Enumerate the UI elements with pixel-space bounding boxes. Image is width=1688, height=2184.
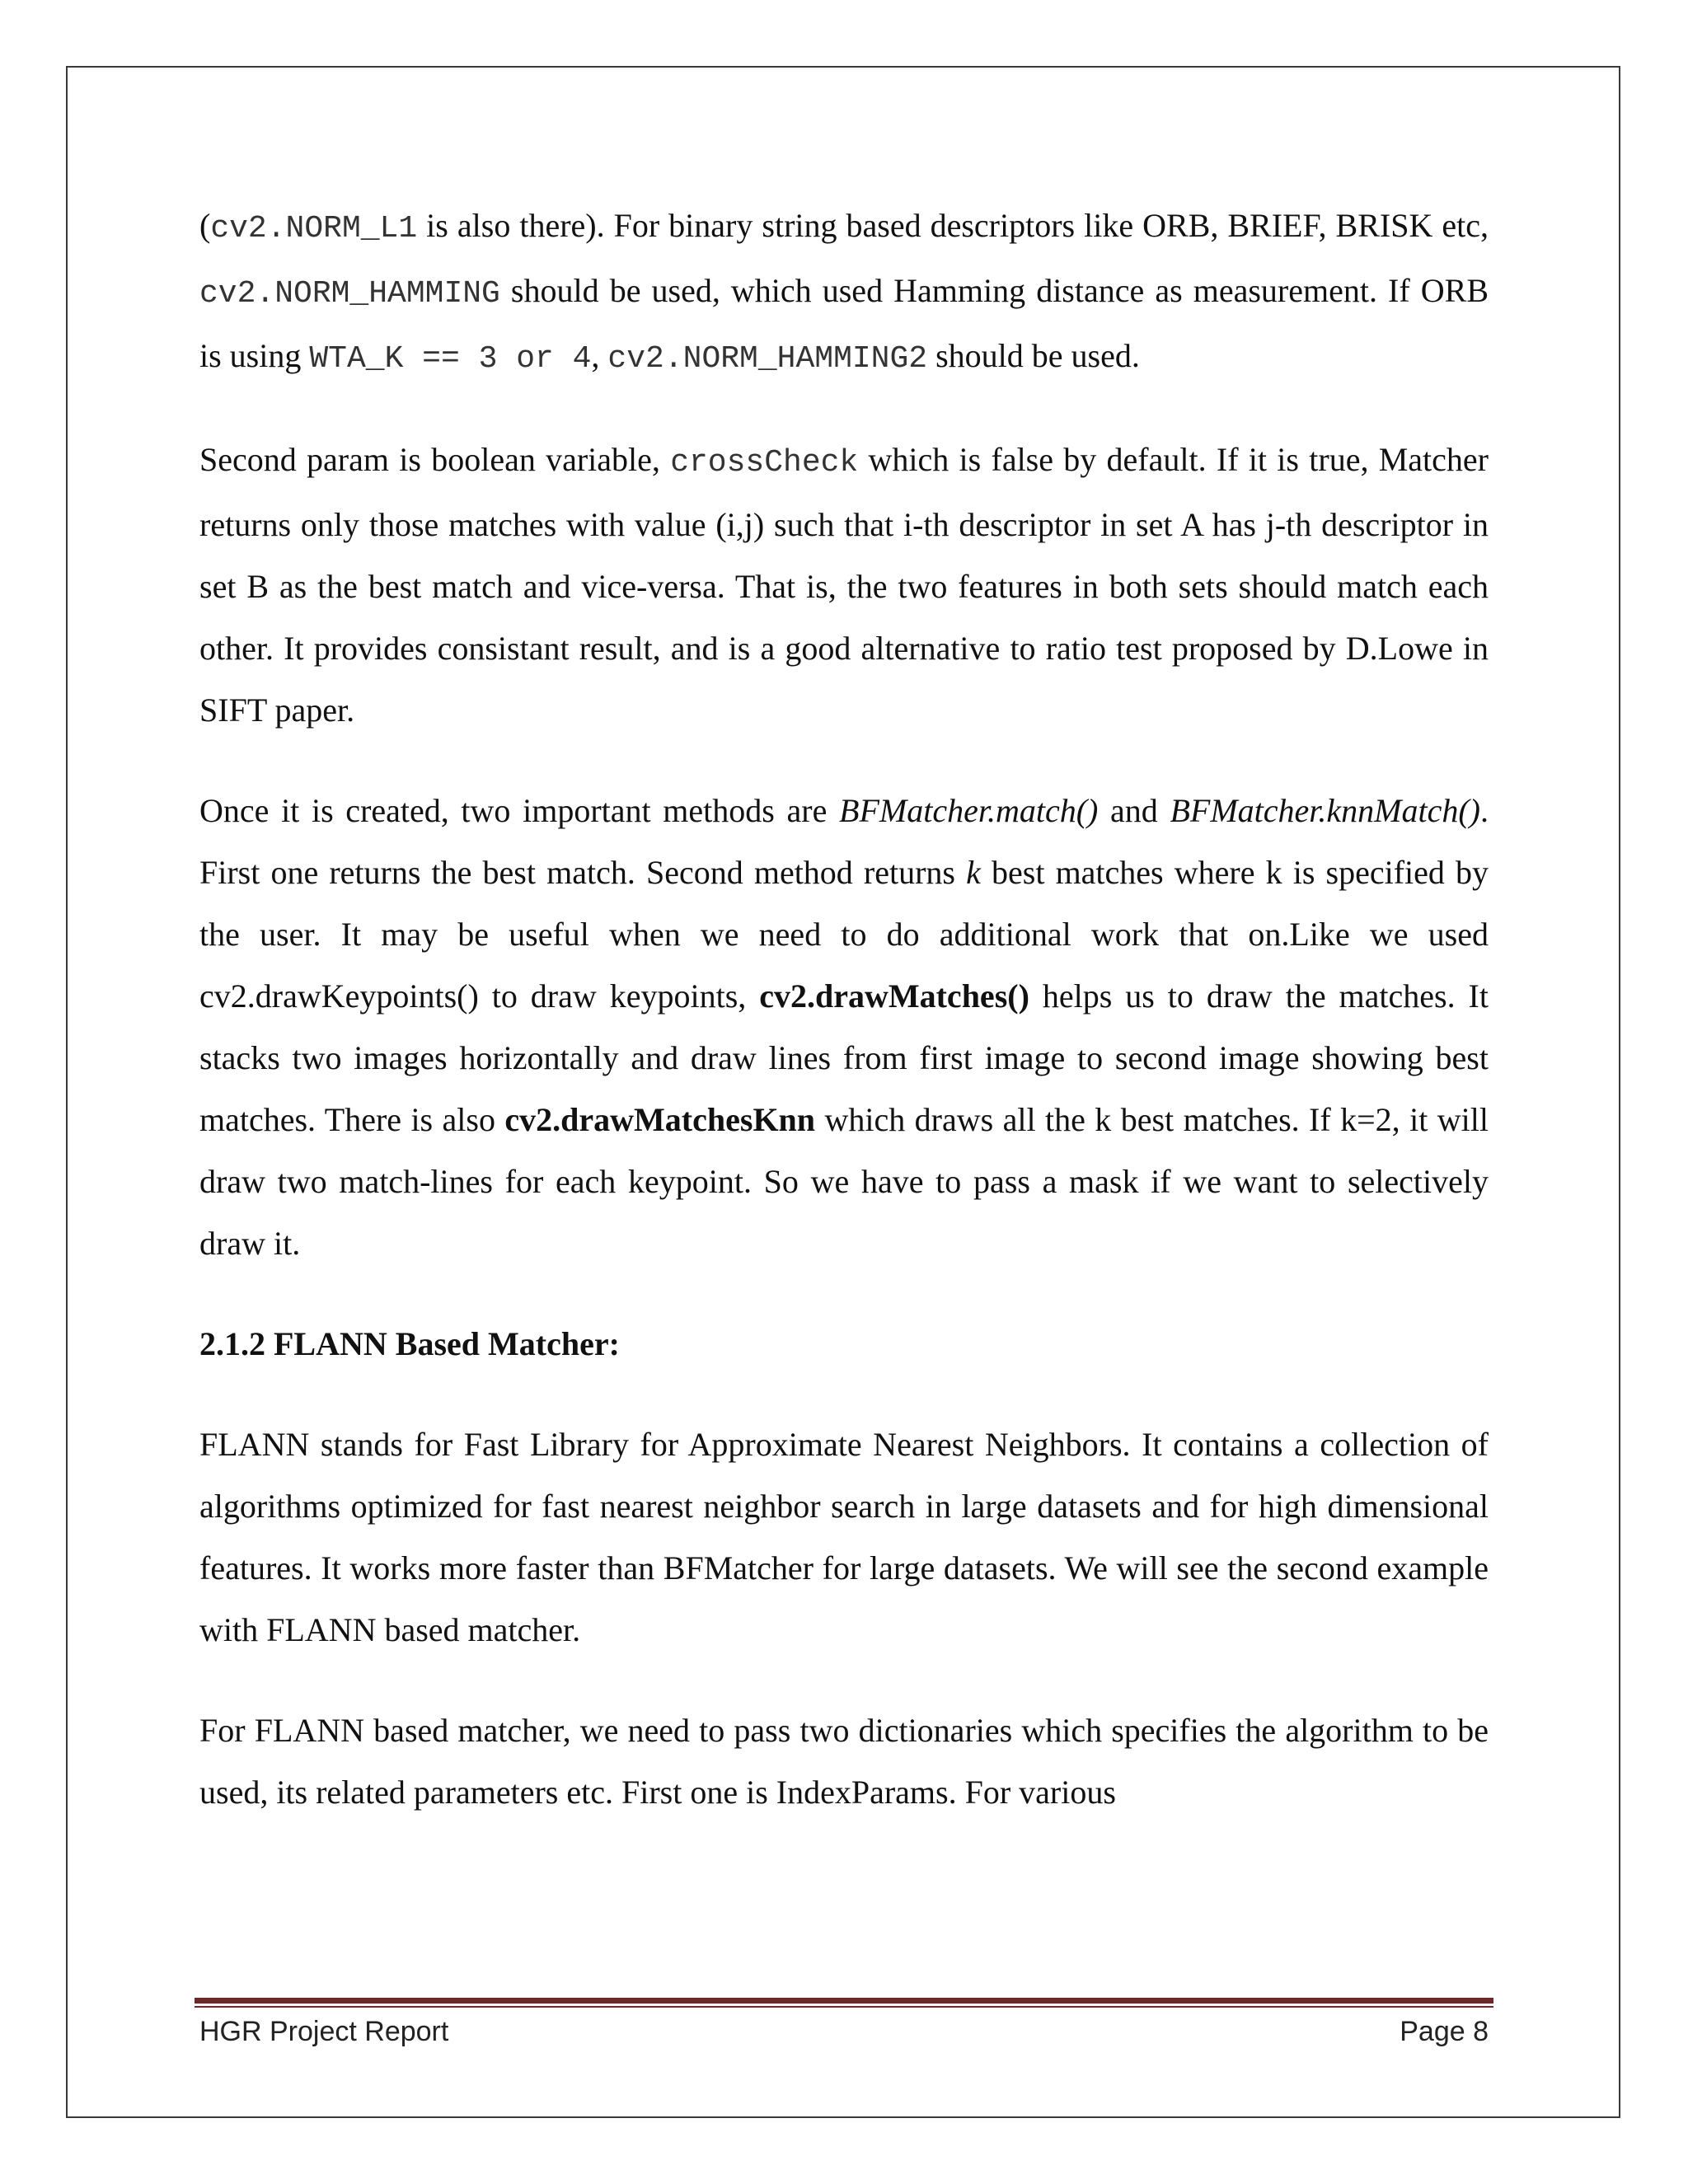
text-run: . First one returns the best match. Second method returns [199,792,1489,891]
paragraph-flann-intro: FLANN stands for Fast Library for Approximate Nearest Neighbors. It contains a collection of algorithms optimized for fast nearest neighbor search in large datasets and for high dimensional features. It works more faster than BFMatcher for large datasets. We will see the second example with FLANN based matcher. [199,1426,1489,1648]
text-run: helps us to draw the matches. It stacks two images horizontally and draw lines from first image to second image showing best matches. There is also [199,977,1489,1138]
text-run: which is false by default. If it is true, Matcher returns only those matches with value (i,j) such that i-th descriptor in set A has j-th descriptor in set B as the best match and vice-versa. That is, the two features in both sets should match each other. It provides consistant result, and is a good alternative to ratio test proposed by D.Lowe in SIFT paper. [199,441,1489,729]
paragraph-flann-params: For FLANN based matcher, we need to pass two dictionaries which specifies the algorithm to be used, its related parameters etc. First one is IndexParams. For various [199,1712,1489,1811]
code-norm-hamming: cv2.NORM_HAMMING [199,276,500,312]
paragraph-match-methods [199,780,1489,1274]
paragraph-norm-types [199,194,1489,390]
footer-title: HGR Project Report [199,2016,449,2047]
text-run: best matches where k is specified by the user. It may be useful when we need to do additional work that on.Like we used cv2.drawKeypoints() to draw keypoints, [199,854,1489,1015]
text-run: , [591,337,608,374]
code-norm-hamming2: cv2.NORM_HAMMING2 [607,341,928,377]
code-wta-k: WTA_K == 3 or 4 [309,341,592,377]
text-run: which draws all the k best matches. If k=2, it will draw two match-lines for each keypoint. So we have to pass a mask if we want to selectively draw it. [199,1101,1489,1262]
method-match: BFMatcher.match() [839,792,1099,829]
method-knnmatch: BFMatcher.knnMatch() [1170,792,1480,829]
footer-rule-thin [195,2006,1493,2008]
variable-k: k [966,854,981,891]
text-run: Second param is boolean variable, [199,441,671,478]
text-run: should be used. [927,337,1140,374]
paragraph-crosscheck [199,429,1489,741]
footer-rule [195,1998,1493,2004]
function-drawmatchesknn: cv2.drawMatchesKnn [504,1101,816,1138]
document-body [199,194,1489,1862]
text-run: should be used, which used Hamming distance as measurement. If ORB is using [199,272,1489,374]
text-run: is also there). For binary string based descriptors like ORB, BRIEF, BRISK etc, [417,207,1489,244]
code-crosscheck: crossCheck [670,445,859,480]
text-run: Once it is created, two important methods are [199,792,840,829]
page-footer [199,2016,1489,2048]
section-heading: 2.1.2 FLANN Based Matcher: [199,1325,620,1362]
text-run: and [1098,792,1170,829]
text-run: ( [199,207,211,244]
function-drawmatches: cv2.drawMatches() [759,977,1029,1015]
page-number: Page 8 [1400,2016,1489,2047]
code-norm-l1: cv2.NORM_L1 [210,211,418,246]
